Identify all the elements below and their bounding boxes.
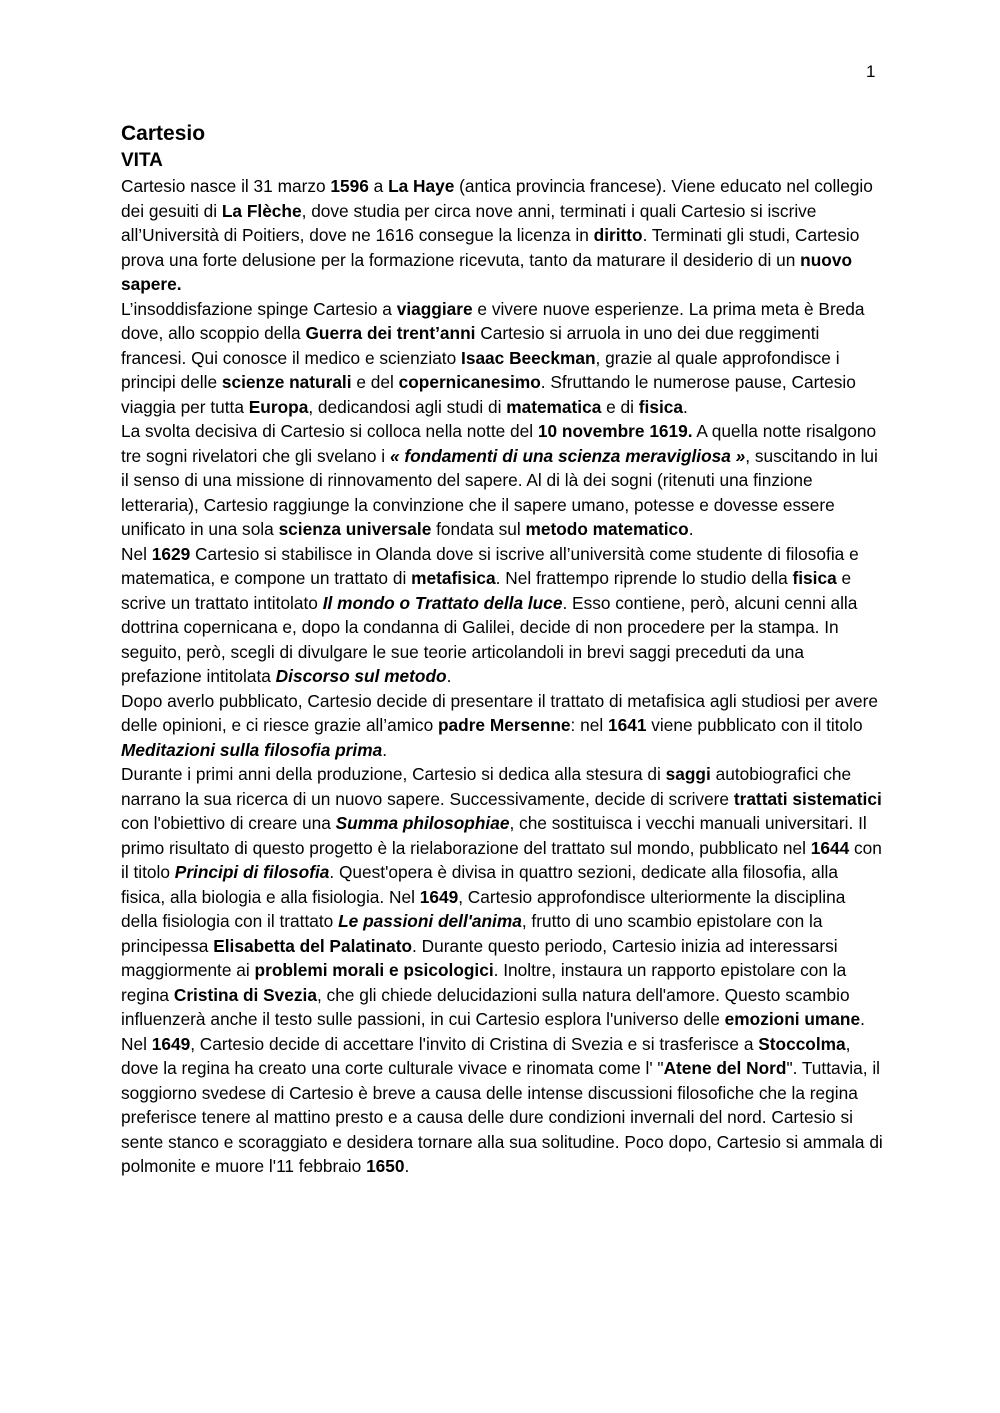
document-title: Cartesio [121,122,206,145]
paragraph [121,762,885,1032]
bold-text: La Haye [388,176,455,196]
text-run: Cartesio nasce il 31 marzo [121,176,331,196]
text-run: : nel [570,715,608,735]
bold-text: emozioni umane [724,1009,861,1029]
bold-text: Isaac Beeckman [461,347,596,368]
bold-italic-text: Meditazioni sulla filosofia prima [121,739,383,760]
bold-text: fisica [638,396,683,417]
bold-italic-text: Summa philosophiae [335,813,510,833]
text-run: , dove la regina ha creato una corte culturale vivace e rinomata come l' " [121,1033,851,1078]
bold-text: scienze naturali [221,372,352,392]
text-run: , Cartesio approfondisce ulteriormente la disciplina della fisiologia con il trattato [121,886,846,931]
text-run: . [446,666,452,686]
text-run: e vivere nuove esperienze. La prima meta è Breda dove, allo scoppio della [121,298,865,343]
bold-text: 1641 [608,715,647,735]
bold-text: 1649 [151,1033,191,1054]
text-run: , che gli chiede delucidazioni sulla natura dell'amore. Questo scambio influenzerà anche il testo sulle passioni, in cui Cartesio esplora l'universo delle [121,984,850,1029]
bold-text: Stoccolma [758,1033,846,1054]
text-run: . Sfruttando le numerose pause, Cartesio viaggia per tutta [121,372,856,417]
bold-text: Atene del Nord [663,1058,787,1078]
bold-text: viaggiare [396,298,473,319]
bold-text: nuovo sapere. [121,249,853,294]
text-run: con l'obiettivo di creare una [121,813,336,833]
paragraph [121,542,885,689]
text-run: Nel [121,543,152,564]
text-run: ". Tuttavia, il soggiorno svedese di Cartesio è breve a causa delle intense discussioni filosofiche che la regina preferisce tenere al mattino presto e a causa delle dure condizioni invernali del nord. Cartesio si sente stanco e scoraggiato e desidera tornare alla sua solitudine. Poco dopo, Cartesio si ammala di polmonite e muore l'11 febbraio [121,1058,883,1176]
text-run: . Esso contiene, però, alcuni cenni alla dottrina copernicana e, dopo la condanna di Galilei, decide di non procedere per la stampa. In seguito, però, scegli di divulgare le sue teorie articolandoli in brevi saggi preceduti da una prefazione intitolata [121,592,858,686]
bold-text: copernicanesimo [398,372,541,392]
text-run: Cartesio si arruola in uno dei due reggimenti francesi. Qui conosce il medico e scienziato [121,323,820,368]
text-run: viene pubblicato con il titolo [646,715,863,735]
text-run: Nel [121,1033,152,1054]
text-run: La svolta decisiva di Cartesio si colloca nella notte del [121,421,538,441]
bold-text: 10 novembre 1619. [537,421,693,441]
paragraph [121,1032,885,1179]
bold-text: matematica [506,396,602,417]
bold-text: fisica [792,568,837,588]
bold-italic-text: « fondamenti di una scienza meravigliosa » [389,445,746,466]
bold-italic-text: Le passioni dell'anima [338,911,522,931]
text-run: e del [351,372,399,392]
text-run: . [688,519,694,539]
bold-text: 1650 [366,1156,405,1176]
bold-text: problemi morali e psicologici [254,960,494,980]
text-run: , grazie al quale approfondisce i principi delle [121,347,840,392]
bold-text: Cristina di Svezia [173,984,317,1005]
text-run: , Cartesio decide di accettare l'invito di Cristina di Svezia e si trasferisce a [190,1033,759,1054]
text-run: a [368,176,389,196]
bold-text: La Flèche [221,200,302,221]
text-run: . Inoltre, instaura un rapporto epistolare con la regina [121,960,847,1005]
bold-text: trattati sistematici [733,788,882,809]
text-run: . [683,396,688,417]
text-run: Dopo averlo pubblicato, Cartesio decide di presentare il trattato di metafisica agli studiosi per avere delle opinioni, e ci riesce grazie all’amico [121,690,878,735]
text-run: , dove studia per circa nove anni, terminati i quali Cartesio si iscrive all’Università di Poitiers, dove ne 1616 consegue la licenza in [121,200,817,245]
bold-text: Elisabetta del Palatinato [213,935,413,956]
text-run: , suscitando in lui il senso di una missione di rinnovamento del sapere. Al di là dei sogni (ritenuti una finzione letteraria), Cartesio raggiunge la convinzione che il sapere umano, potesse e dovesse essere unificato in una sola [121,445,878,539]
text-run: . [382,739,387,760]
text-run: . Quest'opera è divisa in quattro sezioni, dedicate alla filosofia, alla fisica, alla biologia e alla fisiologia. Nel [121,862,838,907]
text-run: , frutto di uno scambio epistolare con la principessa [121,911,823,956]
text-run: A quella notte risalgono tre sogni rivelatori che gli svelano i [121,421,877,466]
bold-text: 1629 [151,543,191,564]
document-body [121,120,885,1179]
text-run: . [404,1156,410,1176]
bold-text: Europa [248,396,309,417]
bold-text: Guerra dei trent’anni [305,323,476,343]
text-run: . Nel frattempo riprende lo studio della [495,568,793,588]
text-run: e scrive un trattato intitolato [121,568,852,613]
bold-italic-text: Principi di filosofia [174,862,330,882]
section-heading: VITA [121,150,163,171]
text-run: autobiografici che narrano la sua ricerca di un nuovo sapere. Successivamente, decide di scrivere [121,764,852,809]
text-run: Durante i primi anni della produzione, Cartesio si dedica alla stesura di [121,764,666,784]
bold-text: saggi [665,764,711,784]
bold-text: scienza universale [278,519,432,539]
paragraph [121,174,885,297]
text-run: con il titolo [121,837,882,882]
text-run: fondata sul [431,519,526,539]
bold-italic-text: Discorso sul metodo [275,666,447,686]
paragraph [121,419,885,542]
bold-text: 1644 [810,837,850,858]
paragraph [121,689,885,763]
bold-text: padre Mersenne [437,715,571,735]
page-number: 1 [866,62,876,81]
text-run: . Durante questo periodo, Cartesio inizia ad interessarsi maggiormente ai [121,935,838,980]
bold-text: metafisica [411,568,496,588]
bold-italic-text: Il mondo o Trattato della luce [322,592,563,613]
bold-text: metodo matematico [525,519,689,539]
text-run: . [860,1009,865,1029]
text-run: e di [601,396,639,417]
bold-text: 1596 [330,176,369,196]
text-run: L’insoddisfazione spinge Cartesio a [121,298,397,319]
bold-text: diritto [593,225,643,245]
body-text [121,174,885,1179]
text-run: Cartesio si stabilisce in Olanda dove si iscrive all’università come studente di filosofia e matematica, e compone un trattato di [121,543,859,588]
text-run: , che sostituisca i vecchi manuali universitari. Il primo risultato di questo progetto è la rielaborazione del trattato sul mondo, pubblicato nel [121,813,867,858]
bold-text: 1649 [419,886,459,907]
text-run: , dedicandosi agli studi di [308,396,507,417]
text-run: (antica provincia francese). Viene educato nel collegio dei gesuiti di [121,176,873,221]
paragraph [121,297,885,420]
text-run: . Terminati gli studi, Cartesio prova una forte delusione per la formazione ricevuta, tanto da maturare il desiderio di un [121,225,860,270]
